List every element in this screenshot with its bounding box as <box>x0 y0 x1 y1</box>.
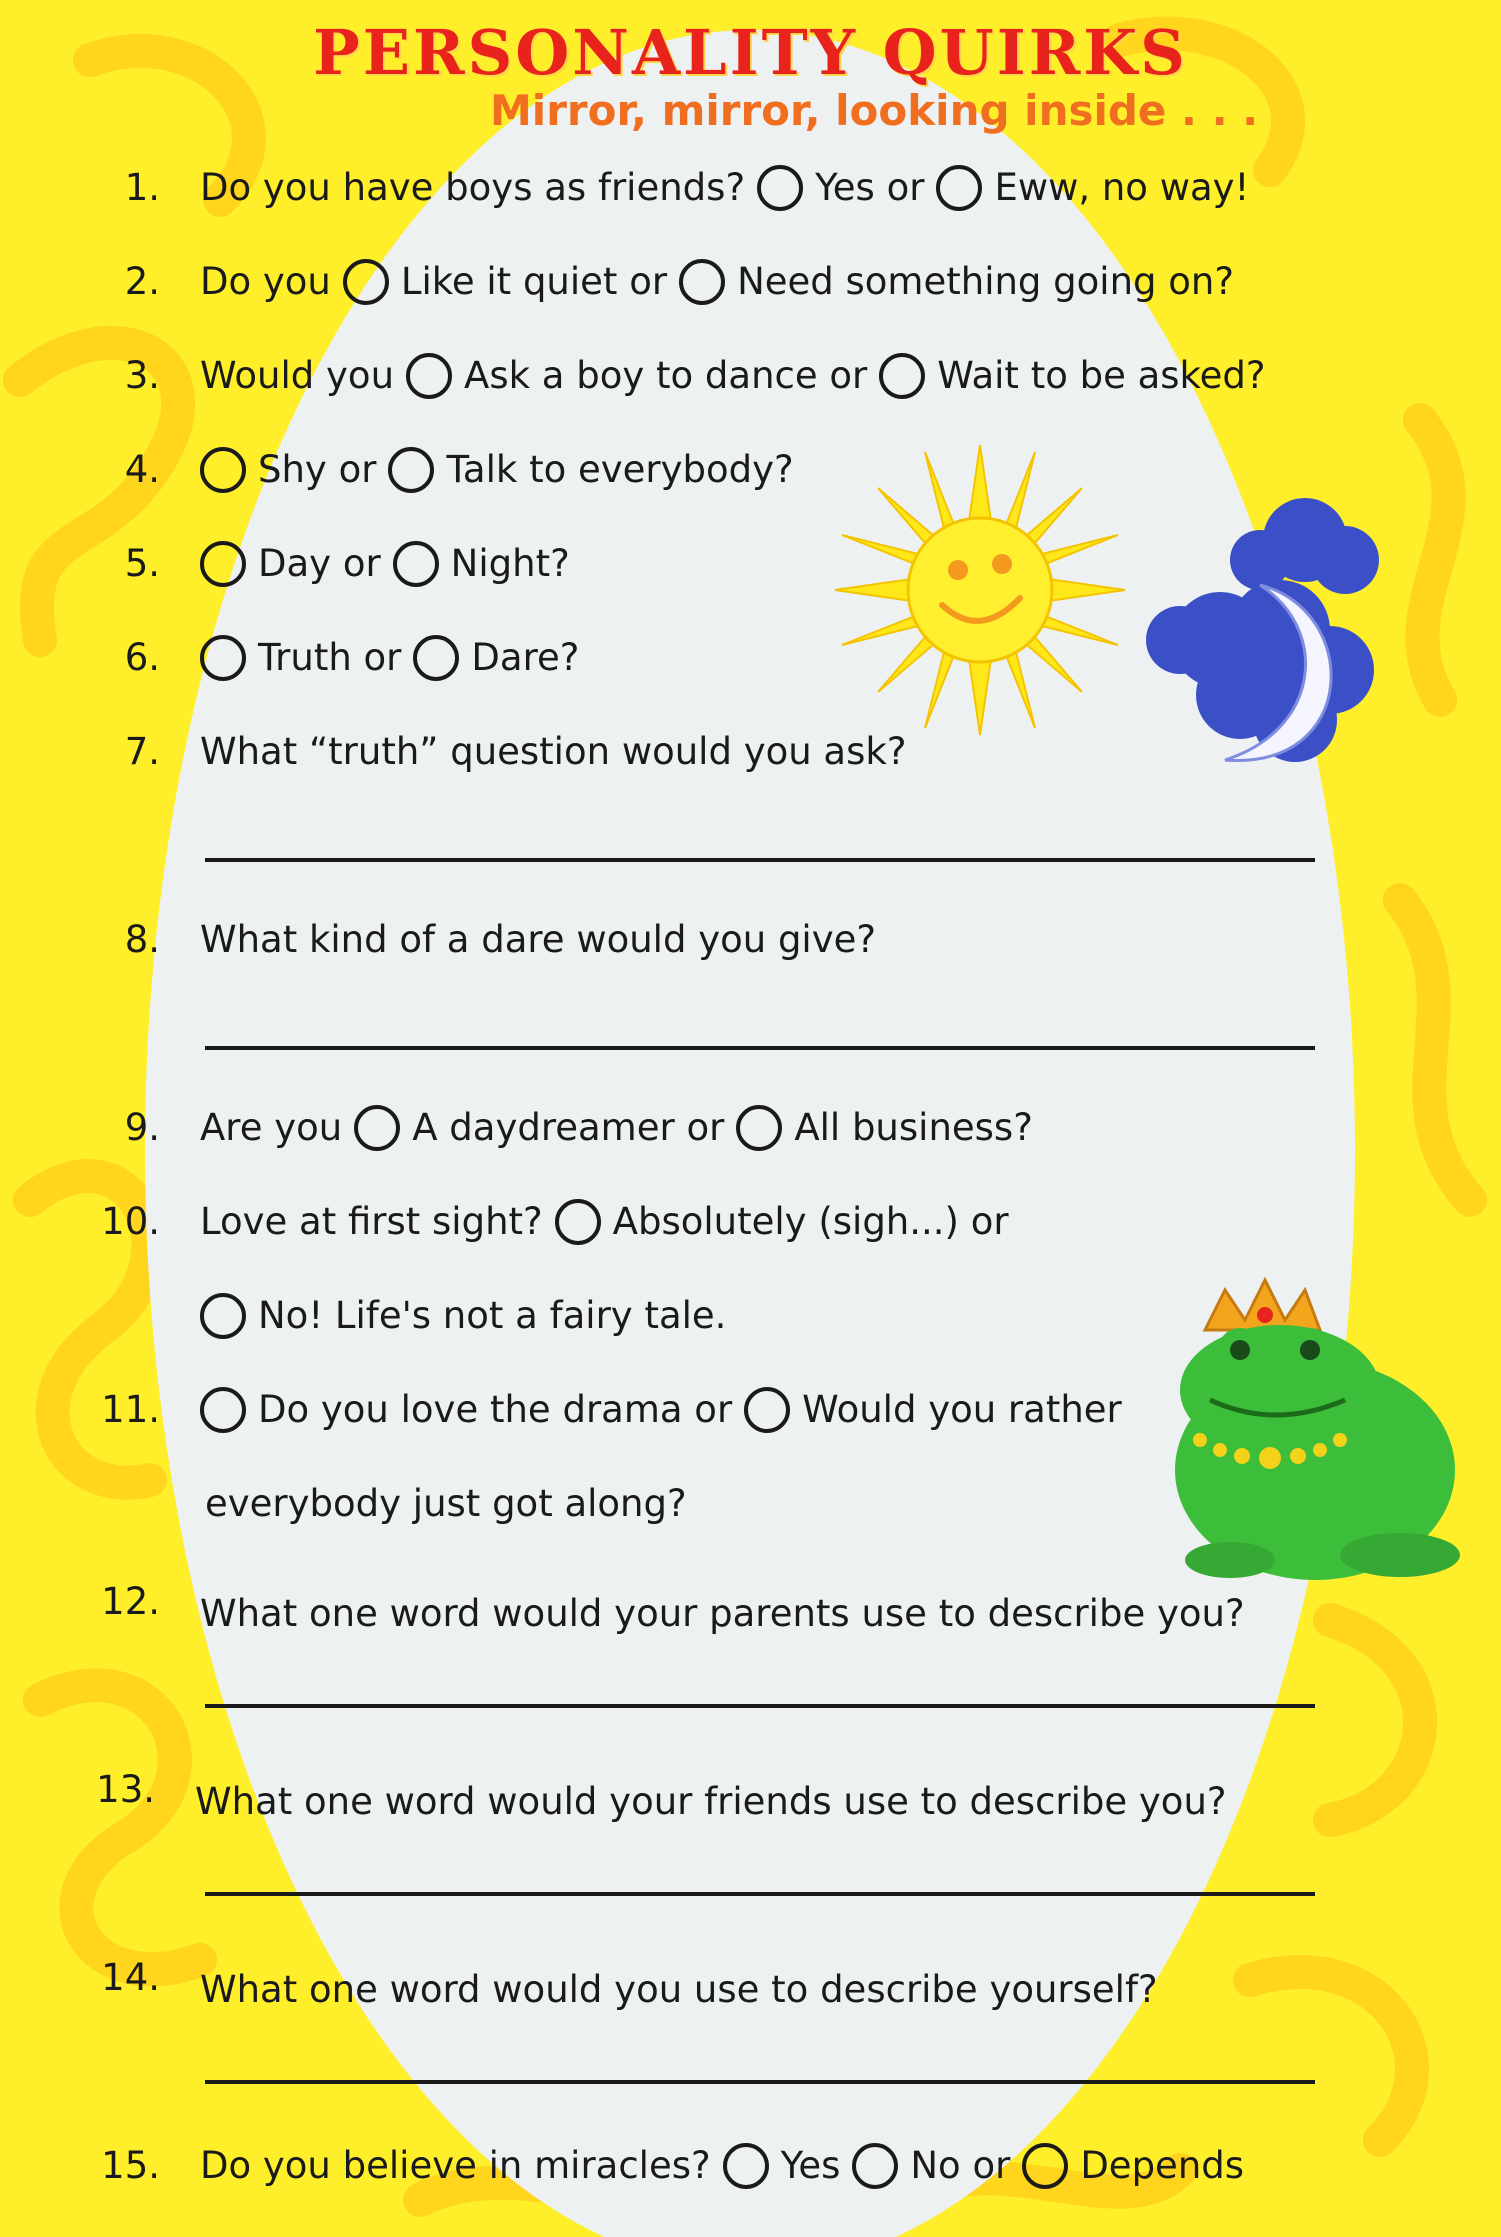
option-label: Yes or <box>815 166 925 209</box>
option-label: Night? <box>450 542 570 585</box>
question-text: Do you have boys as friends? <box>200 166 746 209</box>
question-number: 7. <box>124 730 160 773</box>
page-subtitle: Mirror, mirror, looking inside . . . <box>490 86 1259 135</box>
answer-line-13[interactable] <box>205 1892 1315 1896</box>
talk-radio[interactable] <box>388 447 434 493</box>
no-radio[interactable] <box>852 2143 898 2189</box>
question-number: 11. <box>101 1388 160 1431</box>
answer-line-8[interactable] <box>205 1046 1315 1050</box>
question-number: 2. <box>124 260 160 303</box>
option-label: Day or <box>258 542 381 585</box>
sun-icon <box>830 440 1130 740</box>
question-number: 1. <box>124 166 160 209</box>
ask-boy-radio[interactable] <box>406 353 452 399</box>
wait-radio[interactable] <box>879 353 925 399</box>
page-title: PERSONALITY QUIRKS <box>313 16 1188 89</box>
option-label: Eww, no way! <box>994 166 1250 209</box>
answer-line-12[interactable] <box>205 1704 1315 1708</box>
daydreamer-radio[interactable] <box>354 1105 400 1151</box>
option-label: Shy or <box>258 448 377 491</box>
quiet-radio[interactable] <box>343 259 389 305</box>
option-label: Do you love the drama or <box>258 1388 733 1431</box>
option-label: No! Life's not a fairy tale. <box>258 1294 727 1337</box>
something-going-on-radio[interactable] <box>679 259 725 305</box>
option-label: Wait to be asked? <box>937 354 1266 397</box>
answer-line-7[interactable] <box>205 858 1315 862</box>
absolutely-radio[interactable] <box>555 1199 601 1245</box>
yes-radio[interactable] <box>723 2143 769 2189</box>
option-label: Ask a boy to dance or <box>464 354 868 397</box>
option-label: Depends <box>1080 2144 1245 2187</box>
yes-radio[interactable] <box>757 165 803 211</box>
question-text: What one word would your parents use to describe you? <box>200 1592 1245 1635</box>
question-number: 12. <box>101 1580 160 1623</box>
depends-radio[interactable] <box>1022 2143 1068 2189</box>
question-text: Do you believe in miracles? <box>200 2144 711 2187</box>
no-radio[interactable] <box>936 165 982 211</box>
question-text: What kind of a dare would you give? <box>200 918 877 961</box>
option-label: No or <box>910 2144 1011 2187</box>
question-number: 8. <box>124 918 160 961</box>
option-label: everybody just got along? <box>205 1482 687 1525</box>
option-label: Truth or <box>258 636 402 679</box>
get-along-radio[interactable] <box>744 1387 790 1433</box>
question-text: Do you <box>200 260 331 303</box>
question-number: 10. <box>101 1200 160 1243</box>
question-number: 4. <box>124 448 160 491</box>
option-label: Need something going on? <box>737 260 1234 303</box>
question-text: What “truth” question would you ask? <box>200 730 907 773</box>
option-label: Dare? <box>471 636 580 679</box>
answer-line-14[interactable] <box>205 2080 1315 2084</box>
option-label: Would you rather <box>802 1388 1122 1431</box>
question-number: 15. <box>101 2144 160 2187</box>
day-radio[interactable] <box>200 541 246 587</box>
frog-prince-icon <box>1170 1270 1490 1600</box>
truth-radio[interactable] <box>200 635 246 681</box>
option-label: A daydreamer or <box>412 1106 725 1149</box>
all-business-radio[interactable] <box>736 1105 782 1151</box>
shy-radio[interactable] <box>200 447 246 493</box>
option-label: Yes <box>780 2144 841 2187</box>
question-number: 13. <box>96 1768 155 1811</box>
question-number: 14. <box>101 1956 160 1999</box>
question-number: 9. <box>124 1106 160 1149</box>
night-radio[interactable] <box>393 541 439 587</box>
question-text: Would you <box>200 354 395 397</box>
question-text: Are you <box>200 1106 343 1149</box>
option-label: Like it quiet or <box>400 260 668 303</box>
option-label: All business? <box>794 1106 1033 1149</box>
question-number: 5. <box>124 542 160 585</box>
option-label: Talk to everybody? <box>446 448 794 491</box>
question-text: Love at first sight? <box>200 1200 543 1243</box>
question-text: What one word would you use to describe yourself? <box>200 1968 1158 2011</box>
question-number: 3. <box>124 354 160 397</box>
question-number: 6. <box>124 636 160 679</box>
dare-radio[interactable] <box>413 635 459 681</box>
question-text: What one word would your friends use to describe you? <box>195 1780 1227 1823</box>
no-fairy-tale-radio[interactable] <box>200 1293 246 1339</box>
drama-radio[interactable] <box>200 1387 246 1433</box>
moon-cloud-icon <box>1130 490 1400 800</box>
option-label: Absolutely (sigh...) or <box>612 1200 1009 1243</box>
